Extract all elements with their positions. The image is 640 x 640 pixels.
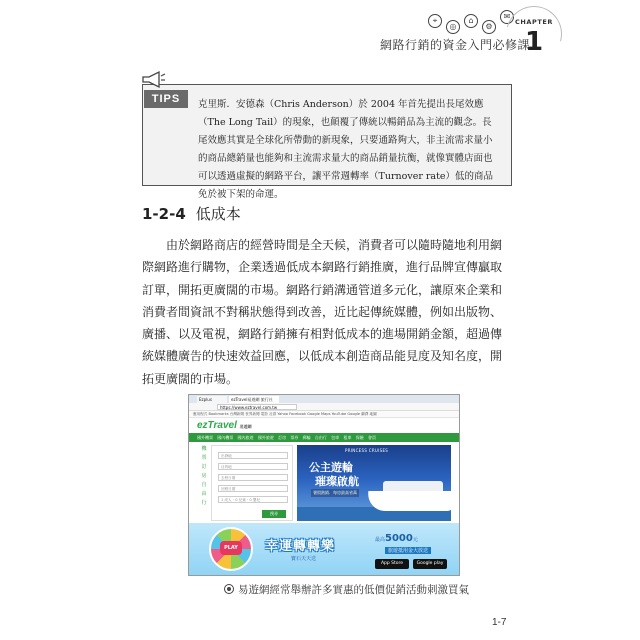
google-play-badge: Google play bbox=[413, 559, 447, 569]
form-search-button: 搜尋 bbox=[262, 510, 286, 518]
browser-bookmarks-bar: 應用程式 Bookmarks 台灣新聞 世界新聞 電影 社群 Yahoo Facebook Google Maps YouTube Google 翻譯 地圖 bbox=[189, 411, 459, 418]
browser-url: https://www.eztravel.com.tw bbox=[217, 404, 297, 410]
side-tab-char: 自 bbox=[201, 482, 207, 488]
browser-tab-1: Ezplus bbox=[197, 396, 227, 403]
website-screenshot-figure bbox=[188, 394, 460, 576]
side-tab-char: 行 bbox=[201, 500, 207, 506]
side-tab-char: 票 bbox=[201, 455, 207, 461]
tips-label: TIPS bbox=[144, 90, 188, 108]
cruise-title-2: 璀璨啟航 bbox=[315, 475, 359, 488]
form-field-passengers: 1 成人・0 兒童・0 嬰兒 bbox=[218, 496, 288, 503]
cruise-subtitle: 暑假熱銷．每房最高省萬 bbox=[313, 490, 357, 495]
cruise-brand: PRINCESS CRUISES bbox=[345, 448, 389, 453]
page-number: 1-7 bbox=[492, 617, 507, 628]
megaphone-icon bbox=[140, 70, 166, 90]
site-logo bbox=[197, 420, 252, 431]
chapter-badge bbox=[512, 18, 556, 68]
side-tab-char: 訂 bbox=[201, 464, 207, 470]
prize-note: 旅遊抵用金大放送 bbox=[385, 547, 431, 554]
cruise-title-1: 公主遊輪 bbox=[309, 461, 353, 474]
section-heading bbox=[142, 203, 241, 224]
tips-text: 克里斯．安德森（Chris Anderson）於 2004 年首先提出長尾效應（The Long Tail）的現象，也顛覆了傳統以暢銷品為主流的觀念。長尾效應其實是全球化所帶動的新現象，只要通路夠大，非主流需求量小的商品總銷量也能夠和主流需求量大的商品銷量抗衡，就像實體店面也可以透過虛擬的網路平台，讓平常週轉率（Turnover rate）低的商品免於被下架的命運。 bbox=[198, 99, 494, 200]
flight-search-form bbox=[211, 445, 293, 521]
figure-caption bbox=[224, 582, 469, 597]
lucky-title: 幸運轉轉樂 bbox=[265, 539, 336, 554]
chapter-number: 1 bbox=[524, 27, 544, 57]
site-nav-bar: 國外機票 國內機票 國內旅遊 國外旅遊 訂房 票券 郵輪 自由行 包車 租車 保險 會員 bbox=[189, 433, 459, 442]
home-icon: ⌂ bbox=[464, 14, 478, 28]
prize-suffix: 元 bbox=[412, 537, 418, 543]
header-icon-group bbox=[428, 10, 518, 36]
site-logo-sub: 易遊網 bbox=[239, 424, 252, 429]
chat-icon: ✉ bbox=[500, 10, 514, 24]
site-side-tabs bbox=[199, 445, 209, 515]
browser-tab-2: ezTravel易遊網 旅行社 bbox=[229, 396, 279, 403]
play-badge: PLAY bbox=[220, 541, 242, 555]
site-logo-text: ezTravel bbox=[197, 420, 237, 431]
body-paragraph: 由於網路商店的經營時間是全天候，消費者可以隨時隨地利用網際網路進行購物，企業透過低成本網路行銷推廣，進行品牌宣傳贏取訂單，開拓更廣闊的市場。網路行銷溝通管道多元化，讓原來企業和消費者間資訊不對稱狀態得到改善，近比起傳統媒體，例如出版物、廣播、以及電視，網路行銷擁有相對低成本的進場開銷金額，超過傳統媒體廣告的快速效益回應，以低成本創造商品能見度及知名度，開拓更廣闊的市場。 bbox=[142, 238, 503, 386]
section-title: 低成本 bbox=[195, 205, 241, 223]
form-field-return-date: 回程日期 bbox=[218, 485, 288, 492]
prize-number: 5000 bbox=[385, 533, 413, 544]
gear-icon: ⚙ bbox=[482, 20, 496, 34]
target-icon: ◎ bbox=[446, 20, 460, 34]
side-tab-char: 機 bbox=[201, 446, 207, 452]
form-field-destination: 目的地 bbox=[218, 463, 288, 470]
map-pin-icon: ⌖ bbox=[428, 14, 442, 28]
prize-amount bbox=[375, 533, 418, 544]
form-field-origin: 出發地 bbox=[218, 452, 288, 459]
section-number: 1-2-4 bbox=[142, 205, 186, 223]
app-store-badge: App Store bbox=[375, 559, 409, 569]
prize-prefix: 最高 bbox=[375, 537, 386, 543]
ship-hull-graphic bbox=[366, 491, 451, 511]
figure-caption-text: 易遊網經常舉辦許多實惠的低價促銷活動刺激買氣 bbox=[238, 584, 469, 596]
cruise-banner bbox=[297, 445, 451, 521]
chapter-label: CHAPTER bbox=[514, 18, 554, 26]
caption-bullet-icon bbox=[224, 584, 234, 594]
side-tab-char: 房 bbox=[201, 473, 207, 479]
side-tab-char: 由 bbox=[201, 491, 207, 497]
lucky-subtitle: 寶石天天送 bbox=[291, 556, 317, 562]
form-field-depart-date: 去程日期 bbox=[218, 474, 288, 481]
book-title: 網路行銷的資金入門必修課 bbox=[380, 38, 531, 52]
